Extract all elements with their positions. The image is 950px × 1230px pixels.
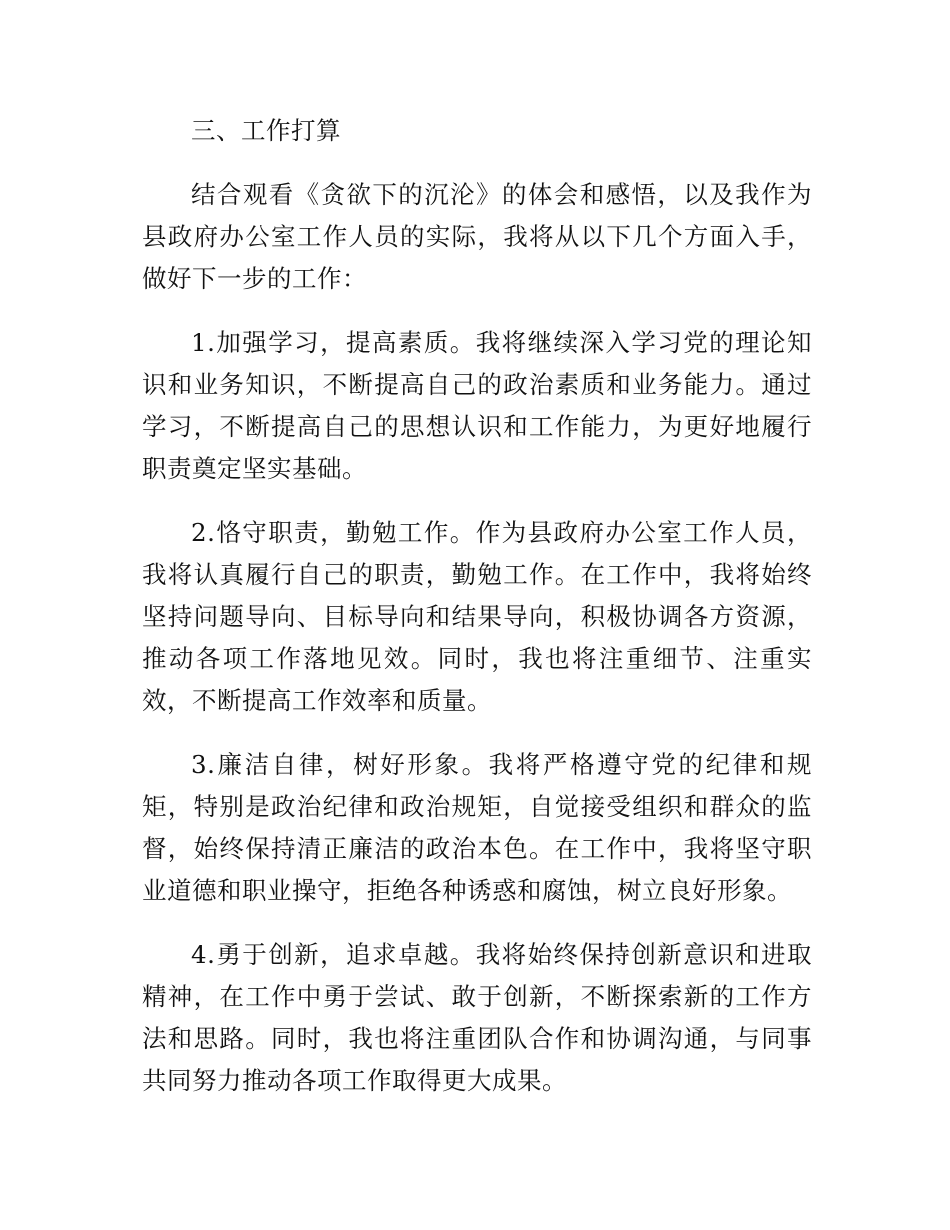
item-4-paragraph: 4.勇于创新，追求卓越。我将始终保持创新意识和进取精神，在工作中勇于尝试、敢于创新，不断探索新的工作方法和思路。同时，我也将注重团队合作和协调沟通，与同事共同努力推动各项工作取得更大成果。: [142, 940, 812, 1095]
section-heading: 三、工作打算: [191, 116, 341, 145]
document-body: [142, 110, 812, 1124]
intro-paragraph: 结合观看《贪欲下的沉沦》的体会和感悟，以及我作为县政府办公室工作人员的实际，我将从以下几个方面入手，做好下一步的工作：: [142, 180, 812, 293]
item-2-paragraph: 2.恪守职责，勤勉工作。作为县政府办公室工作人员，我将认真履行自己的职责，勤勉工作。在工作中，我将始终坚持问题导向、目标导向和结果导向，积极协调各方资源，推动各项工作落地见效。同时，我也将注重细节、注重实效，不断提高工作效率和质量。: [142, 518, 812, 715]
item-3-paragraph: 3.廉洁自律，树好形象。我将严格遵守党的纪律和规矩，特别是政治纪律和政治规矩，自觉接受组织和群众的监督，始终保持清正廉洁的政治本色。在工作中，我将坚守职业道德和职业操守，拒绝各种诱惑和腐蚀，树立良好形象。: [142, 750, 812, 905]
item-1-paragraph: 1.加强学习，提高素质。我将继续深入学习党的理论知识和业务知识，不断提高自己的政治素质和业务能力。通过学习，不断提高自己的思想认识和工作能力，为更好地履行职责奠定坚实基础。: [142, 328, 812, 483]
